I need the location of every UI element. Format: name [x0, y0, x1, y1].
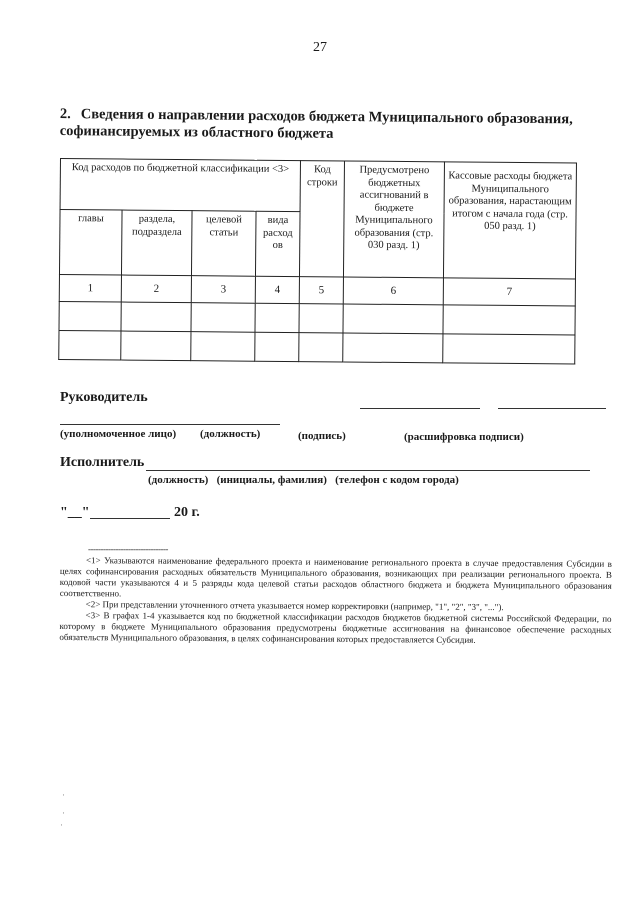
- subheader-expense-type: вида расход ов: [255, 211, 300, 276]
- footnote-2: <2> При представлении уточненного отчета указывается номер корректировки (например, "1", "2", "3", "...").: [85, 599, 504, 613]
- scan-speck: ·: [60, 820, 63, 830]
- date-year: 20 г.: [174, 505, 200, 520]
- footnote-1: <1> Указываются наименование федерального проекта и наименование регионального проекта в случае предоставления Субсидии в целях софинансирования расходных обязательств Муниципального образования, возникающих при реализации регионального проекта. В кодовой части указываются 4 и 5 разряды кода целевой статьи расходов областного бюджета и бюджета Муниципального образования соответственно.: [59, 555, 612, 599]
- page-number: 27: [313, 40, 327, 55]
- table-cell[interactable]: [255, 332, 299, 361]
- column-number: 6: [343, 277, 443, 305]
- subheader-target-article: целевой статьи: [191, 211, 256, 277]
- scan-speck: ·: [62, 790, 65, 800]
- column-number: 5: [299, 277, 343, 304]
- subheader-chapter: главы: [59, 210, 122, 276]
- expenses-table: [58, 158, 577, 365]
- executor-label: Исполнитель: [60, 455, 145, 470]
- table-cell[interactable]: [191, 332, 255, 362]
- footnotes: [59, 555, 612, 647]
- executor-line[interactable]: [146, 470, 590, 471]
- table-cell[interactable]: [255, 303, 299, 332]
- caption-signature-decoding: (расшифровка подписи): [404, 431, 524, 443]
- table-cell[interactable]: [121, 302, 191, 332]
- table-cell[interactable]: [299, 304, 343, 333]
- caption-position: (должность): [200, 428, 261, 440]
- subheader-section: раздела, подраздела: [121, 210, 192, 276]
- table-cell[interactable]: [59, 301, 121, 331]
- table-cell[interactable]: [121, 331, 191, 361]
- table-cell[interactable]: [343, 304, 443, 334]
- table-cell[interactable]: [343, 333, 443, 363]
- table-cell[interactable]: [443, 305, 575, 335]
- section-title: [60, 106, 620, 146]
- table-cell[interactable]: [443, 334, 575, 364]
- signature-line[interactable]: [360, 408, 480, 409]
- table-cell[interactable]: [299, 333, 343, 362]
- header-cash-expenses: Кассовые расходы бюджета Муниципального образования, нарастающим итогом с начала года (стр. 050 разд. 1): [443, 162, 576, 279]
- footnote-3: <3> В графах 1-4 указывается код по бюджетной классификации расходов бюджетов бюджетной системы Российской Федерации, по которому в бюджете Муниципального образования предусмотрены бюджетные ассигнования на финансовое обеспечение расходных обязательств Муниципального образования, в целях софинансирования которых предоставляется Субсидия.: [59, 610, 612, 645]
- table-cell[interactable]: [191, 303, 255, 333]
- header-line-code: Код строки: [299, 161, 344, 277]
- header-budget-classification: Код расходов по бюджетной классификации <3>: [60, 159, 300, 212]
- signature-decoding-line[interactable]: [498, 408, 606, 409]
- section-number: 2.: [59, 106, 71, 123]
- table-row: [59, 301, 575, 335]
- footnote-separator: --------------------------------: [88, 544, 168, 554]
- column-number: 7: [443, 278, 575, 306]
- executor-captions: (должность) (инициалы, фамилия) (телефон с кодом города): [148, 474, 459, 486]
- column-number: 1: [59, 274, 121, 302]
- head-label: Руководитель: [60, 390, 148, 405]
- position-line[interactable]: [60, 424, 280, 425]
- section-title-text: Сведения о направлении расходов бюджета Муниципального образования, софинансируемых из областного бюджета: [59, 106, 573, 142]
- date-day: "__": [60, 505, 90, 520]
- column-number: 3: [191, 276, 255, 304]
- header-planned: Предусмотрено бюджетных ассигнований в бюджете Муниципального образования (стр. 030 разд. 1): [343, 161, 444, 278]
- table-header-row: [60, 159, 576, 215]
- column-number: 4: [255, 276, 299, 303]
- caption-authorized-person: (уполномоченное лицо): [60, 428, 177, 440]
- date-month-line[interactable]: [90, 518, 170, 519]
- caption-signature: (подпись): [298, 430, 346, 442]
- column-number: 2: [121, 275, 191, 303]
- scan-speck: ·: [62, 808, 65, 818]
- table-cell[interactable]: [59, 330, 121, 360]
- table-row: [59, 330, 575, 364]
